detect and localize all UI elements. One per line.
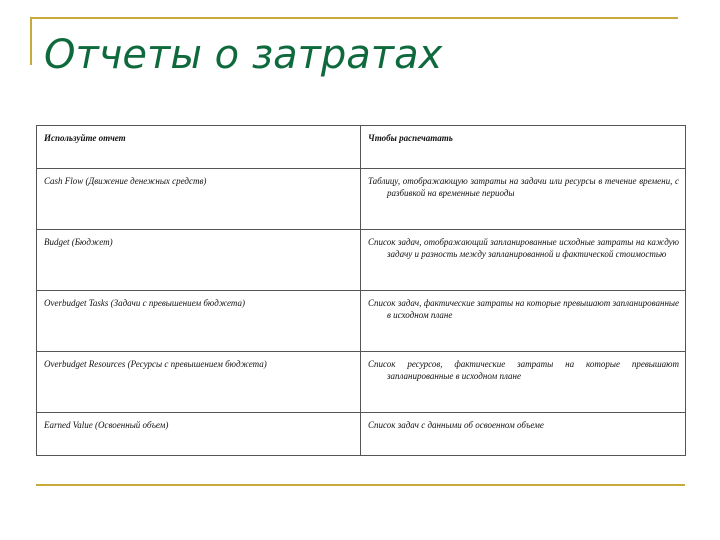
table-row (37, 169, 686, 230)
table-header-row (37, 126, 686, 169)
report-description: Список ресурсов, фактические затраты на которые превышают запланированные в исходном плане (361, 352, 686, 413)
report-description: Таблицу, отображающую затраты на задачи или ресурсы в течение времени, с разбивкой на временные периоды (361, 169, 686, 230)
top-accent-rule (30, 17, 678, 19)
table-row (37, 230, 686, 291)
report-name: Earned Value (Освоенный объем) (37, 413, 361, 456)
report-name: Budget (Бюджет) (37, 230, 361, 291)
report-name: Overbudget Tasks (Задачи с превышением бюджета) (37, 291, 361, 352)
bottom-accent-rule (36, 484, 685, 486)
cost-reports-table (36, 125, 686, 456)
header-purpose: Чтобы распечатать (361, 126, 686, 169)
table-row (37, 413, 686, 456)
report-name: Overbudget Resources (Ресурсы с превышением бюджета) (37, 352, 361, 413)
table-row (37, 352, 686, 413)
slide-title: Отчеты о затратах (44, 32, 443, 78)
table-row (37, 291, 686, 352)
report-name: Cash Flow (Движение денежных средств) (37, 169, 361, 230)
header-report: Используйте отчет (37, 126, 361, 169)
report-description: Список задач с данными об освоенном объеме (361, 413, 686, 456)
left-accent-rule (30, 17, 32, 65)
report-description: Список задач, отображающий запланированные исходные затраты на каждую задачу и разность между запланированной и фактической стоимостью (361, 230, 686, 291)
report-description: Список задач, фактические затраты на которые превышают запланированные в исходном плане (361, 291, 686, 352)
